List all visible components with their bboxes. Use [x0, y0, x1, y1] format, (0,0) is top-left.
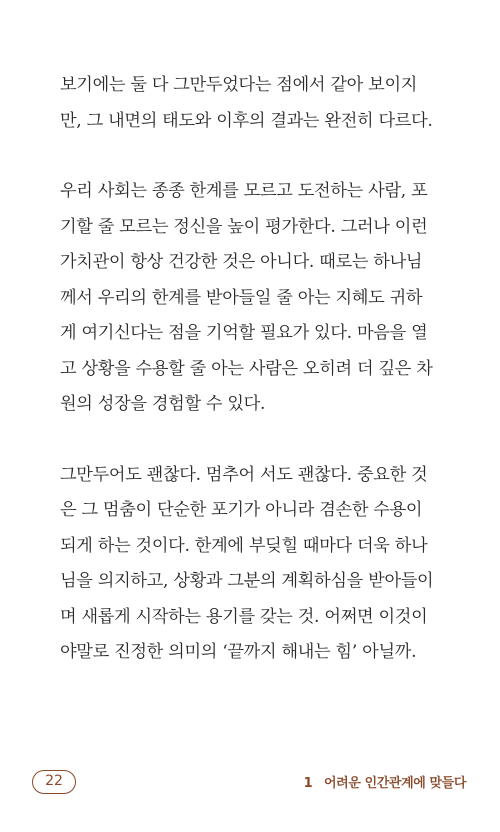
paragraph-3 — [60, 458, 444, 671]
text-line: 가치관이 항상 건강한 것은 아니다. 때로는 하나님 — [60, 252, 423, 272]
paragraph-gap — [60, 423, 444, 458]
text-line: 보기에는 둘 다 그만두었다는 점에서 같아 보이지 — [60, 75, 418, 95]
text-line: 원의 성장을 경험할 수 있다. — [60, 394, 266, 414]
text-line: 기할 줄 모르는 정신을 높이 평가한다. 그러나 이런 — [60, 216, 428, 237]
text-line: 고 상황을 수용할 줄 아는 사람은 오히려 더 깊은 차 — [60, 358, 433, 379]
text-line: 며 새롭게 시작하는 용기를 갖는 것. 어쩌면 이것이 — [60, 606, 428, 627]
paragraph-gap — [60, 139, 444, 174]
page-body — [60, 68, 444, 671]
page-number-badge: 22 — [32, 770, 76, 794]
text-line: 은 그 멈춤이 단순한 포기가 아니라 겸손한 수용이 — [60, 500, 423, 520]
text-line: 께서 우리의 한계를 받아들일 줄 아는 지혜도 귀하 — [60, 287, 423, 308]
text-line: 되게 하는 것이다. 한계에 부딪힐 때마다 더욱 하나 — [60, 535, 428, 556]
text-line: 님을 의지하고, 상황과 그분의 계획하심을 받아들이 — [60, 571, 434, 591]
text-line: 그만두어도 괜찮다. 멈추어 서도 괜찮다. 중요한 것 — [60, 464, 428, 485]
chapter-title: 어려운 인간관계에 맞들다 — [324, 776, 466, 791]
text-line: 야말로 진정한 의미의 ‘끝까지 해내는 힘’ 아닐까. — [60, 642, 417, 662]
paragraph-1 — [60, 68, 444, 139]
text-line: 우리 사회는 종종 한계를 모르고 도전하는 사람, 포 — [60, 181, 428, 201]
text-line: 게 여기신다는 점을 기억할 필요가 있다. 마음을 열 — [60, 323, 428, 343]
text-line: 만, 그 내면의 태도와 이후의 결과는 완전히 다르다. — [60, 110, 433, 131]
chapter-number: 1 — [303, 776, 313, 791]
running-header — [304, 772, 466, 791]
paragraph-2 — [60, 174, 444, 423]
page-footer — [0, 770, 500, 810]
